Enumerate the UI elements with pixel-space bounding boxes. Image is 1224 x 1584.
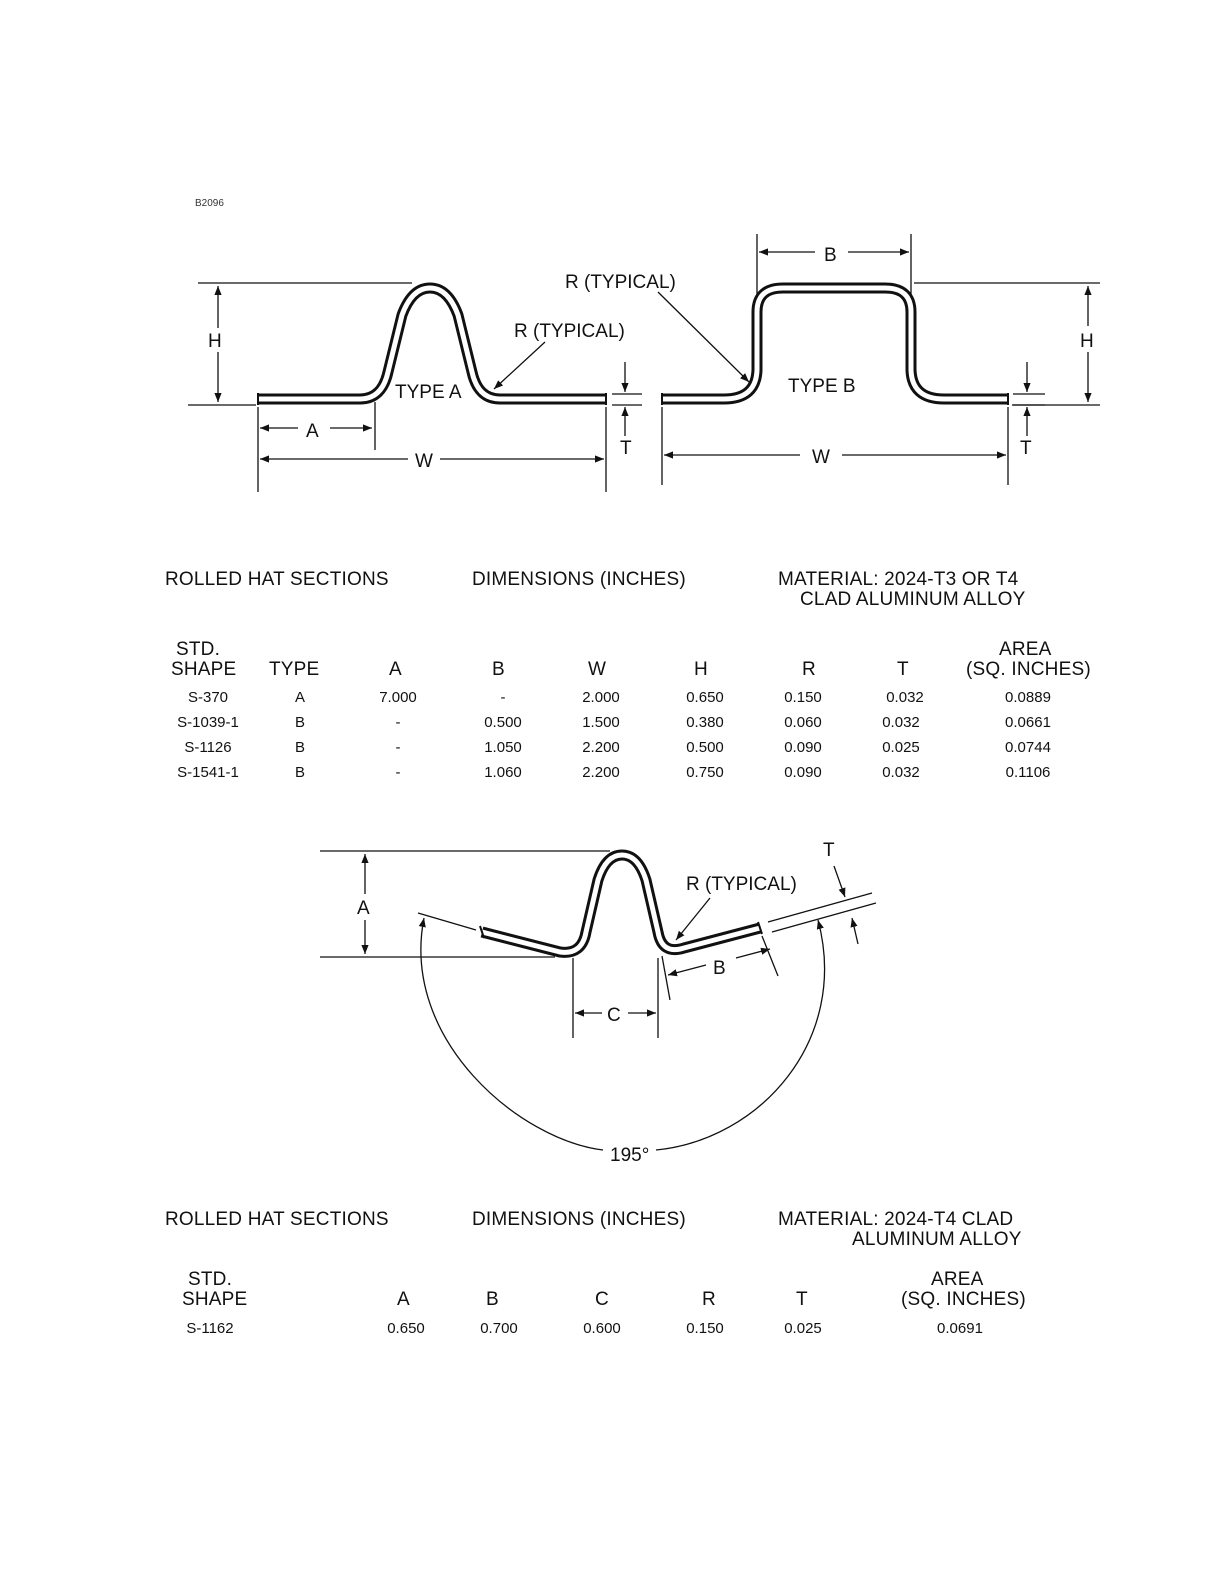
cell-type: B (294, 739, 305, 756)
type-b-label: TYPE B (788, 376, 856, 397)
cell-r: 0.150 (686, 1320, 724, 1337)
type-b-h-label: H (1080, 331, 1094, 352)
cell-h: 0.750 (686, 764, 724, 781)
cell-t: 0.025 (882, 739, 920, 756)
s1162-t-label: T (823, 840, 835, 861)
s1162-a-label: A (357, 898, 370, 919)
s1162-dimensions (320, 851, 876, 1150)
table1-material-line2: CLAD ALUMINUM ALLOY (800, 589, 1026, 610)
cell-shape: S-370 (187, 689, 229, 706)
table2-material-line2: ALUMINUM ALLOY (852, 1229, 1022, 1250)
table1-col-std: STD. (176, 639, 221, 660)
table1-material-line1: MATERIAL: 2024-T3 OR T4 (778, 569, 1019, 590)
table1-col-b: B (492, 659, 505, 680)
cell-b: - (500, 689, 506, 706)
s1162-angle-label: 195° (610, 1145, 650, 1166)
s1162-b-label: B (713, 958, 726, 979)
hat-section-diagram-top (0, 0, 1224, 540)
table1-dimensions: DIMENSIONS (INCHES) (472, 569, 686, 590)
cell-t: 0.032 (882, 764, 920, 781)
cell-type: B (294, 764, 305, 781)
cell-area: 0.0889 (1005, 689, 1051, 706)
cell-r: 0.090 (784, 739, 822, 756)
cell-a: - (395, 714, 401, 731)
cell-b: 1.050 (484, 739, 522, 756)
s1162-c-label: C (607, 1005, 621, 1026)
cell-area: 0.0691 (937, 1320, 983, 1337)
cell-r: 0.150 (784, 689, 822, 706)
cell-a: - (395, 739, 401, 756)
table2-col-std: STD. (188, 1269, 233, 1290)
table2-col-b: B (486, 1289, 499, 1310)
s1162-profile (480, 855, 762, 952)
cell-shape: S-1039-1 (177, 714, 239, 731)
cell-w: 2.000 (582, 689, 620, 706)
cell-area: 0.0744 (1005, 739, 1051, 756)
table1-col-area: AREA (999, 639, 1052, 660)
table2-col-area: AREA (931, 1269, 984, 1290)
type-a-t-label: T (620, 438, 632, 459)
s1162-r-label: R (TYPICAL) (686, 874, 797, 895)
cell-w: 1.500 (582, 714, 620, 731)
type-a-label: TYPE A (395, 382, 462, 403)
cell-type: A (294, 689, 305, 706)
type-a-w-label: W (415, 451, 433, 472)
cell-b: 0.700 (480, 1320, 518, 1337)
table2-material-line1: MATERIAL: 2024-T4 CLAD (778, 1209, 1014, 1230)
type-b-dimensions (658, 234, 1100, 485)
cell-h: 0.500 (686, 739, 724, 756)
type-b-b-label: B (824, 245, 837, 266)
cell-a: 7.000 (379, 689, 417, 706)
table2-title: ROLLED HAT SECTIONS (165, 1209, 389, 1230)
cell-t: 0.032 (882, 714, 920, 731)
table1-col-t: T (897, 659, 909, 680)
table1-col-r: R (802, 659, 816, 680)
table2-col-shape: SHAPE (182, 1289, 248, 1310)
figure-id: B2096 (195, 198, 224, 209)
type-a-a-label: A (306, 421, 319, 442)
table2-col-r: R (702, 1289, 716, 1310)
table1-col-a: A (389, 659, 402, 680)
cell-area: 0.0661 (1005, 714, 1051, 731)
table2-col-a: A (397, 1289, 410, 1310)
cell-r: 0.090 (784, 764, 822, 781)
table2-dimensions: DIMENSIONS (INCHES) (472, 1209, 686, 1230)
type-b-r-label: R (TYPICAL) (565, 272, 676, 293)
cell-w: 2.200 (582, 764, 620, 781)
cell-t: 0.032 (886, 689, 924, 706)
cell-shape: S-1541-1 (177, 764, 239, 781)
table2-col-c: C (595, 1289, 609, 1310)
cell-h: 0.650 (686, 689, 724, 706)
table1-col-area-units: (SQ. INCHES) (966, 659, 1091, 680)
cell-r: 0.060 (784, 714, 822, 731)
cell-shape: S-1162 (186, 1320, 234, 1337)
cell-w: 2.200 (582, 739, 620, 756)
table2-col-area-units: (SQ. INCHES) (901, 1289, 1026, 1310)
table1-col-shape: SHAPE (171, 659, 237, 680)
table1-col-h: H (694, 659, 708, 680)
cell-b: 0.500 (484, 714, 522, 731)
cell-h: 0.380 (686, 714, 724, 731)
cell-t: 0.025 (784, 1320, 822, 1337)
type-a-r-label: R (TYPICAL) (514, 321, 625, 342)
cell-area: 0.1106 (1005, 764, 1051, 781)
table1-col-w: W (588, 659, 607, 680)
cell-type: B (294, 714, 305, 731)
type-a-h-label: H (208, 331, 222, 352)
cell-a: - (395, 764, 401, 781)
table1-col-type: TYPE (269, 659, 320, 680)
cell-shape: S-1126 (184, 739, 232, 756)
cell-c: 0.600 (583, 1320, 621, 1337)
cell-a: 0.650 (387, 1320, 425, 1337)
cell-b: 1.060 (484, 764, 522, 781)
type-b-t-label: T (1020, 438, 1032, 459)
type-b-w-label: W (812, 447, 830, 468)
table1-title: ROLLED HAT SECTIONS (165, 569, 389, 590)
table2-col-t: T (796, 1289, 808, 1310)
